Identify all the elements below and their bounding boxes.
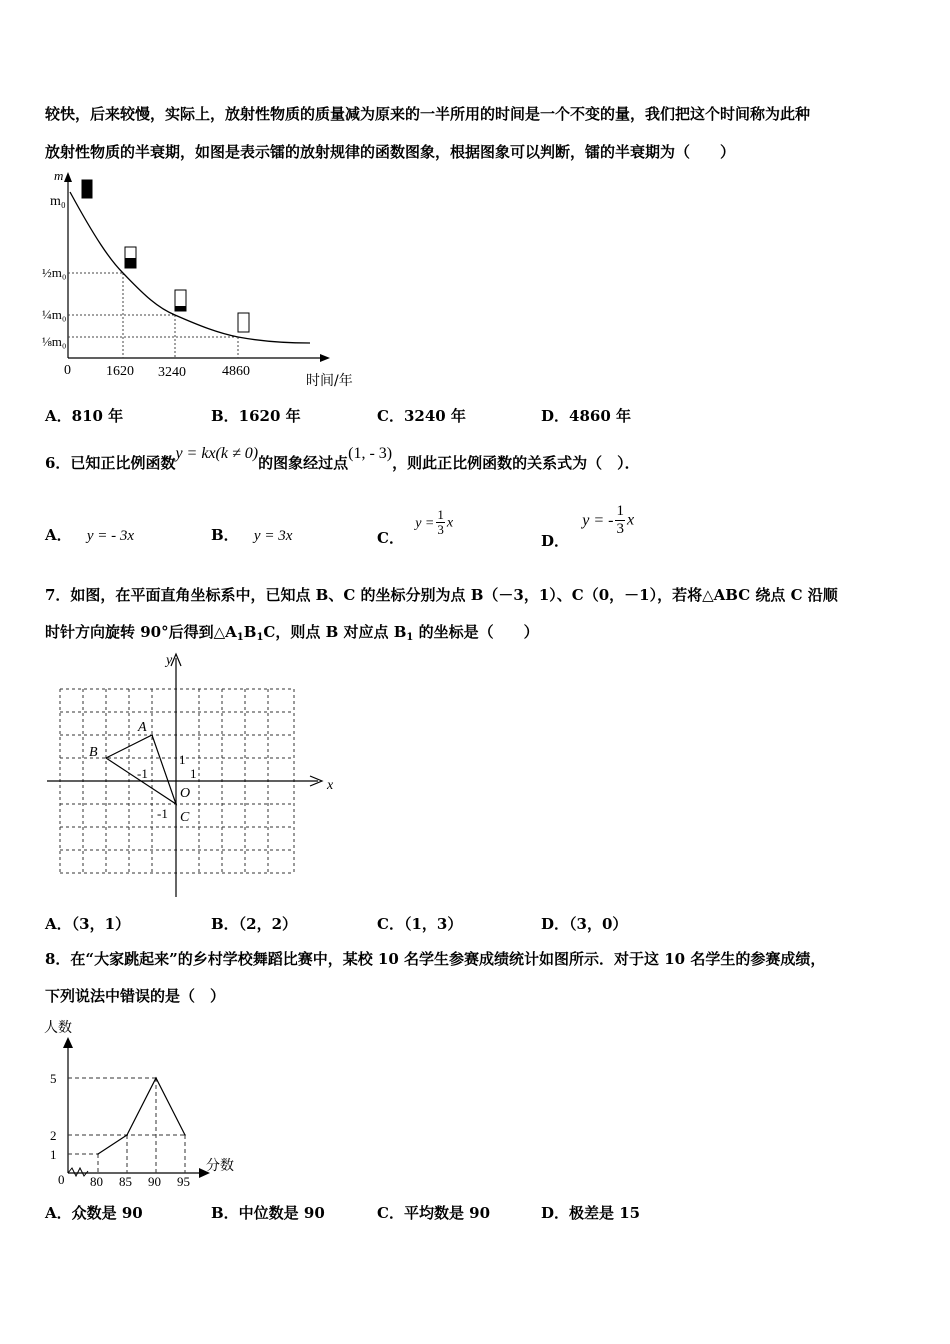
container-eighth bbox=[238, 313, 249, 332]
q5-text-line1: 较快，后来较慢，实际上，放射性物质的质量减为原来的一半所用的时间是一个不变的量，我们把这个时间称为此种 bbox=[45, 105, 811, 123]
score-y-tick-1: 1 bbox=[50, 1147, 57, 1162]
q6-d-den: 3 bbox=[616, 521, 624, 537]
coordinate-grid bbox=[42, 652, 342, 900]
q6-c-num: 1 bbox=[437, 507, 444, 522]
q6-c-fraction bbox=[436, 508, 445, 537]
q6-c-left: y = bbox=[415, 515, 435, 531]
tick-quarter-m0: ¼m₀ bbox=[42, 307, 67, 322]
tick-x-1: 1 bbox=[190, 766, 197, 781]
score-y-tick-2: 2 bbox=[50, 1128, 57, 1143]
q5-option-c[interactable]: C．3240 年 bbox=[377, 407, 466, 425]
grid-y-label: y bbox=[166, 653, 173, 668]
q6-option-d[interactable] bbox=[541, 503, 635, 550]
score-y-label: 人数 bbox=[44, 1020, 72, 1036]
q6-b-label: B． bbox=[211, 526, 239, 544]
score-point-90 bbox=[155, 1077, 157, 1079]
score-point-85 bbox=[126, 1134, 128, 1136]
q7-sub-a1: 1 bbox=[236, 632, 244, 643]
q6-c-label: C． bbox=[377, 528, 404, 547]
container-quarter-fill bbox=[175, 306, 186, 311]
tick-m0: m₀ bbox=[50, 194, 66, 209]
score-x-tick-90: 90 bbox=[148, 1174, 161, 1189]
grid-x-label: x bbox=[327, 778, 334, 793]
score-y-arrow bbox=[63, 1037, 73, 1048]
point-b-label: B bbox=[89, 745, 98, 760]
tick-0: 0 bbox=[64, 363, 71, 378]
q6-question bbox=[45, 445, 640, 473]
decay-chart bbox=[40, 168, 370, 390]
score-x-tick-85: 85 bbox=[119, 1174, 132, 1189]
q6-suffix: ，则此正比例函数的关系式为（ ）． bbox=[392, 454, 640, 472]
q5-option-b[interactable]: B．1620 年 bbox=[211, 407, 301, 425]
q8-option-a[interactable]: A．众数是 90 bbox=[45, 1204, 143, 1222]
q7-line2-c: C，则点 B 对应点 B bbox=[263, 623, 407, 641]
q6-a-formula: y = - 3x bbox=[86, 528, 135, 544]
decay-x-label: 时间/年 bbox=[306, 373, 353, 389]
tick-4860: 4860 bbox=[222, 364, 250, 379]
q5-option-d[interactable]: D．4860 年 bbox=[541, 407, 631, 425]
q6-d-fraction bbox=[615, 503, 625, 538]
q6-point: (1, - 3) bbox=[348, 445, 393, 462]
q7-option-d[interactable]: D．（3，0） bbox=[541, 915, 628, 933]
container-full bbox=[82, 180, 92, 198]
score-x-label: 分数 bbox=[206, 1158, 234, 1174]
decay-y-arrow bbox=[64, 172, 72, 182]
score-origin: 0 bbox=[58, 1172, 65, 1187]
q6-option-b[interactable] bbox=[211, 524, 292, 545]
tick-half-m0: ½m₀ bbox=[42, 265, 67, 280]
q7-sub-b1: 1 bbox=[256, 632, 264, 643]
q7-line2-b: B bbox=[243, 623, 257, 641]
tick-3240: 3240 bbox=[158, 365, 186, 380]
q7-text-line2 bbox=[45, 621, 539, 643]
q7-option-c[interactable]: C．（1，3） bbox=[377, 915, 463, 933]
q7-option-a[interactable]: A．（3，1） bbox=[45, 915, 131, 933]
origin-label: O bbox=[180, 786, 191, 801]
score-point-95 bbox=[184, 1134, 186, 1136]
score-point-80 bbox=[97, 1153, 99, 1155]
q6-d-left: y = - bbox=[582, 511, 614, 529]
q6-d-label: D． bbox=[541, 531, 570, 550]
q6-middle: 的图象经过点 bbox=[258, 454, 349, 472]
tick-y-neg1: -1 bbox=[157, 806, 168, 821]
score-x-tick-95: 95 bbox=[177, 1174, 190, 1189]
tick-x-neg1: -1 bbox=[137, 766, 148, 781]
q6-b-formula: y = 3x bbox=[253, 528, 293, 544]
decay-y-label: m bbox=[54, 168, 64, 183]
q5-option-a[interactable]: A．810 年 bbox=[45, 407, 124, 425]
q6-d-right: x bbox=[626, 511, 635, 529]
q6-d-num: 1 bbox=[616, 503, 624, 519]
q6-a-label: A． bbox=[45, 526, 72, 544]
q6-option-c[interactable] bbox=[377, 507, 454, 547]
q5-text-line2: 放射性物质的半衰期，如图是表示镭的放射规律的函数图象，根据图象可以判断，镭的半衰期为（ ） bbox=[45, 143, 736, 161]
q8-option-d[interactable]: D．极差是 15 bbox=[541, 1204, 641, 1222]
decay-curve bbox=[70, 192, 310, 343]
score-chart bbox=[40, 1015, 250, 1190]
score-line bbox=[98, 1078, 185, 1154]
q8-text-line1: 8．在“大家跳起来”的乡村学校舞蹈比赛中，某校 10 名学生参赛成绩统计如图所示．对于这 10 名学生的参赛成绩， bbox=[45, 950, 826, 968]
q6-prefix: 6．已知正比例函数 bbox=[45, 454, 176, 472]
q7-text-line1: 7．如图，在平面直角坐标系中，已知点 B、C 的坐标分别为点 B（－3，1）、C（0，－1），若将△ABC 绕点 C 沿顺 bbox=[45, 586, 838, 604]
q8-text-line2: 下列说法中错误的是（ ） bbox=[45, 987, 226, 1005]
container-half-fill bbox=[125, 258, 136, 268]
score-x-tick-80: 80 bbox=[90, 1174, 103, 1189]
q7-sub-b1-point: 1 bbox=[406, 632, 414, 643]
score-y-tick-5: 5 bbox=[50, 1071, 57, 1086]
q6-option-a[interactable] bbox=[45, 524, 134, 545]
point-c-label: C bbox=[180, 810, 190, 825]
tick-eighth-m0: ⅛m₀ bbox=[42, 334, 67, 349]
q7-line2-d: 的坐标是（ ） bbox=[413, 623, 539, 641]
q6-c-right: x bbox=[446, 515, 454, 531]
tick-y-1: 1 bbox=[179, 752, 186, 767]
q7-option-b[interactable]: B．（2，2） bbox=[211, 915, 298, 933]
point-a-label: A bbox=[138, 720, 147, 735]
tick-1620: 1620 bbox=[106, 364, 134, 379]
decay-x-arrow bbox=[320, 354, 330, 362]
q8-option-c[interactable]: C．平均数是 90 bbox=[377, 1204, 491, 1222]
q6-formula: y = kx(k ≠ 0) bbox=[175, 445, 259, 462]
q7-line2-a: 时针方向旋转 90°后得到△A bbox=[45, 623, 237, 641]
q8-option-b[interactable]: B．中位数是 90 bbox=[211, 1204, 325, 1222]
q6-c-den: 3 bbox=[437, 522, 444, 537]
axis-break bbox=[68, 1168, 88, 1176]
